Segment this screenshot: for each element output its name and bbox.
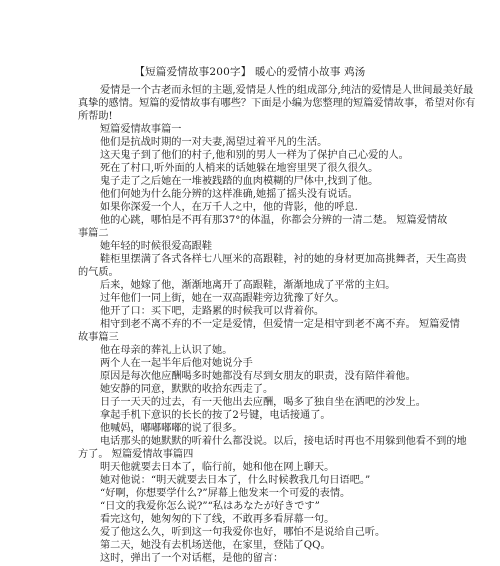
text-line: 他在母亲的葬礼上认识了她。 [100,345,233,356]
text-line: 这时，弹出了一个对话框，是他的留言： [100,553,284,564]
text-line: 的气质。 [78,267,119,278]
text-line: 所帮助! [78,111,113,122]
text-line: 爱情是一个古老而永恒的主题,爱情是人性的组成部分,纯洁的爱情是人世间最美好最 [100,85,474,96]
text-line: 鞋柜里摆满了各式各样七八厘米的高跟鞋，衬的她的身材更加高挑舞者，天生高贵 [100,254,467,265]
text-line: 这天鬼子到了他们的村子,他和别的男人一样为了保护自己心爱的人。 [100,150,409,161]
text-line: 后来，她嫁了他，渐渐地离开了高跟鞋，渐渐地成了平常的主妇。 [100,280,396,291]
text-line: 明天他就要去日本了，临行前，她和他在网上聊天。 [100,462,335,473]
text-line: 他们是抗战时期的一对夫妻,渴望过着平凡的生活。 [100,137,328,148]
text-line: 他开了口：买下吧，走路累的时候我可以背着你。 [100,306,325,317]
text-line: 她安静的同意，默默的收拾东西走了。 [100,384,274,395]
text-line: 爱了他这么久，听到这一句我爱你也好，哪怕不是说给自己听。 [100,527,386,538]
text-line: 他们何她为什么能分辨的这样准确,她摇了摇头没有说话。 [100,189,358,200]
text-line: 鬼子走了之后她在一堆被践踏的血肉模糊的尸体中,找到了他。 [100,176,379,187]
text-line: 如果你深爱一个人，在万千人之中，他的背影，他的呼息. [100,202,358,213]
text-line: 他喊妈，嘟嘟嘟嘟的说了很多。 [100,423,243,434]
text-line: 她对他说：“明天就要去日本了，什么时候教我几句日语吧。” [100,475,371,486]
text-line: 事篇二 [78,228,109,239]
text-line: 他的心跳，哪怕是不再有那37°的体温，你都会分辨的一清二楚。 短篇爱情故 [100,215,448,226]
text-line: 故事篇三 [78,332,119,343]
text-line: 两个人在一起半年后他对她说分手 [100,358,253,369]
text-line: 死在了村口,听外面的人梢来的话她躲在地窖里哭了很久很久。 [100,163,379,174]
text-line: 日子一天天的过去，有一天他出去应酬，喝多了独自坐在洒吧的沙发上。 [100,397,426,408]
text-line: 拿起手机下意识的长长的按了2号键，电话接通了。 [100,410,331,421]
text-line: “日文的我爱你怎么说?”“私はあなたが好きです” [100,501,320,512]
text-line: 原因是每次他应酬喝多时她都没有尽到女朋友的职责，没有陪伴着他。 [100,371,416,382]
text-line: 看完这句，她匆匆的下了线，不敢再多看屏幕一句。 [100,514,335,525]
text-line: 方了。 短篇爱情故事篇四 [78,449,194,460]
text-line: 真挚的感情。短篇的爱情故事有哪些？下面是小编为您整理的短篇爱情故事，希望对你有 [78,98,476,109]
article-title: 【短篇爱情故事200字】 暖心的爱情小故事 鸡汤 [134,66,366,78]
text-line: 电话那头的她默默的听着什么都没说。以后，接电话时再也不用躲到他看不到的地 [100,436,467,447]
text-line: 她年轻的时候很爱高跟鞋 [100,241,213,252]
text-line: 过年他们一同上街，她在一双高跟鞋旁边犹豫了好久。 [100,293,345,304]
text-line: 第二天，她没有去机场送他，在家里，登陆了QQ。 [100,540,331,551]
text-line: 短篇爱情故事篇一 [100,124,182,135]
text-line: “好啊，你想要学什么?”屏幕上他发来一个可爱的表情。 [100,488,351,499]
text-line: 相守到老不离不弃的不一定是爱情，但爱情一定是相守到老不离不弃。 短篇爱情 [100,319,460,330]
